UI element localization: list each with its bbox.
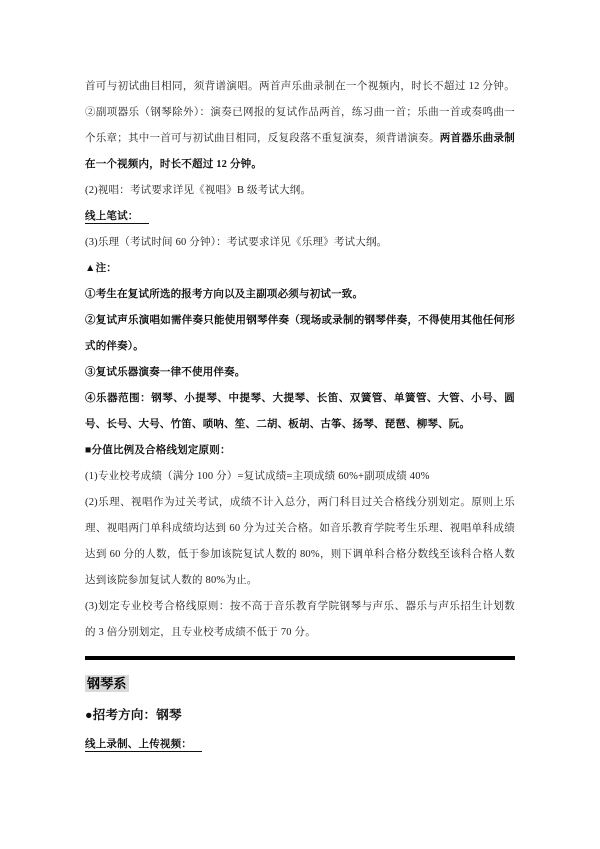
paragraph-sight-singing: (2)视唱：考试要求详见《视唱》B 级考试大纲。 [85, 185, 312, 196]
paragraph-music-theory: (3)乐理（考试时间 60 分钟）：考试要求详见《乐理》考试大纲。 [85, 237, 388, 248]
piano-department-title-line [85, 670, 515, 700]
note-item-3: ③复试乐器演奏一律不使用伴奏。 [85, 367, 246, 378]
piano-department-title: 钢琴系 [87, 676, 127, 691]
scoring-item-3: (3)划定专业校考合格线原则：按不高于音乐教育学院钢琴与声乐、器乐与声乐招生计划数的 3 倍分别划定，且专业校考成绩不低于 70 分。 [85, 601, 515, 638]
admission-direction: ●招考方向：钢琴 [85, 708, 182, 722]
heading-online-video-line [85, 730, 515, 760]
heading-scoring-principles: ■分值比例及合格线划定原则： [85, 445, 231, 456]
section-divider [85, 656, 515, 660]
paragraph-vocal-tail: 首可与初试曲目相同，须背谱演唱。两首声乐曲录制在一个视频内，时长不超过 12 分钟。 [85, 81, 515, 92]
note-item-4: ④乐器范围：钢琴、小提琴、中提琴、大提琴、长笛、双簧管、单簧管、大管、小号、圆号、长号、大号、竹笛、唢呐、笙、二胡、板胡、古筝、扬琴、琵琶、柳琴、阮。 [85, 393, 515, 430]
heading-online-video: 线上录制、上传视频： [85, 739, 202, 752]
heading-notes: ▲注： [85, 263, 117, 274]
heading-online-written-test: 线上笔试： [85, 211, 149, 224]
paragraph-secondary-instrument [85, 100, 515, 178]
heading-online-written-test-line [85, 204, 515, 230]
note-item-2: ②复试声乐演唱如需伴奏只能使用钢琴伴奏（现场或录制的钢琴伴奏，不得使用其他任何形式的伴奏）。 [85, 315, 515, 352]
scoring-item-2: (2)乐理、视唱作为过关考试，成绩不计入总分，两门科目过关合格线分别划定。原则上乐理、视唱两门单科成绩均达到 60 分为过关合格。如音乐教育学院考生乐理、视唱单科成绩达到 60 分的人数，低于参加该院复试人数的 80%，则下调单科合格分数线至该科合格人数达到该院参加复试人数的 80%为止。 [85, 497, 515, 586]
paragraph-secondary-instrument-normal: ②副项器乐（钢琴除外）：演奏已网报的复试作品两首，练习曲一首；乐曲一首或奏鸣曲一个乐章；其中一首可与初试曲目相同，反复段落不重复演奏，须背谱演奏。 [85, 107, 515, 144]
scoring-item-1: (1)专业校考成绩（满分 100 分）=复试成绩=主项成绩 60%+副项成绩 40% [85, 471, 430, 482]
paragraph-secondary-instrument-bold: 两首器乐曲录制在一个视频内，时长不超过 12 分钟。 [85, 133, 515, 170]
note-item-1: ①考生在复试所选的报考方向以及主副项必须与初试一致。 [85, 289, 364, 300]
